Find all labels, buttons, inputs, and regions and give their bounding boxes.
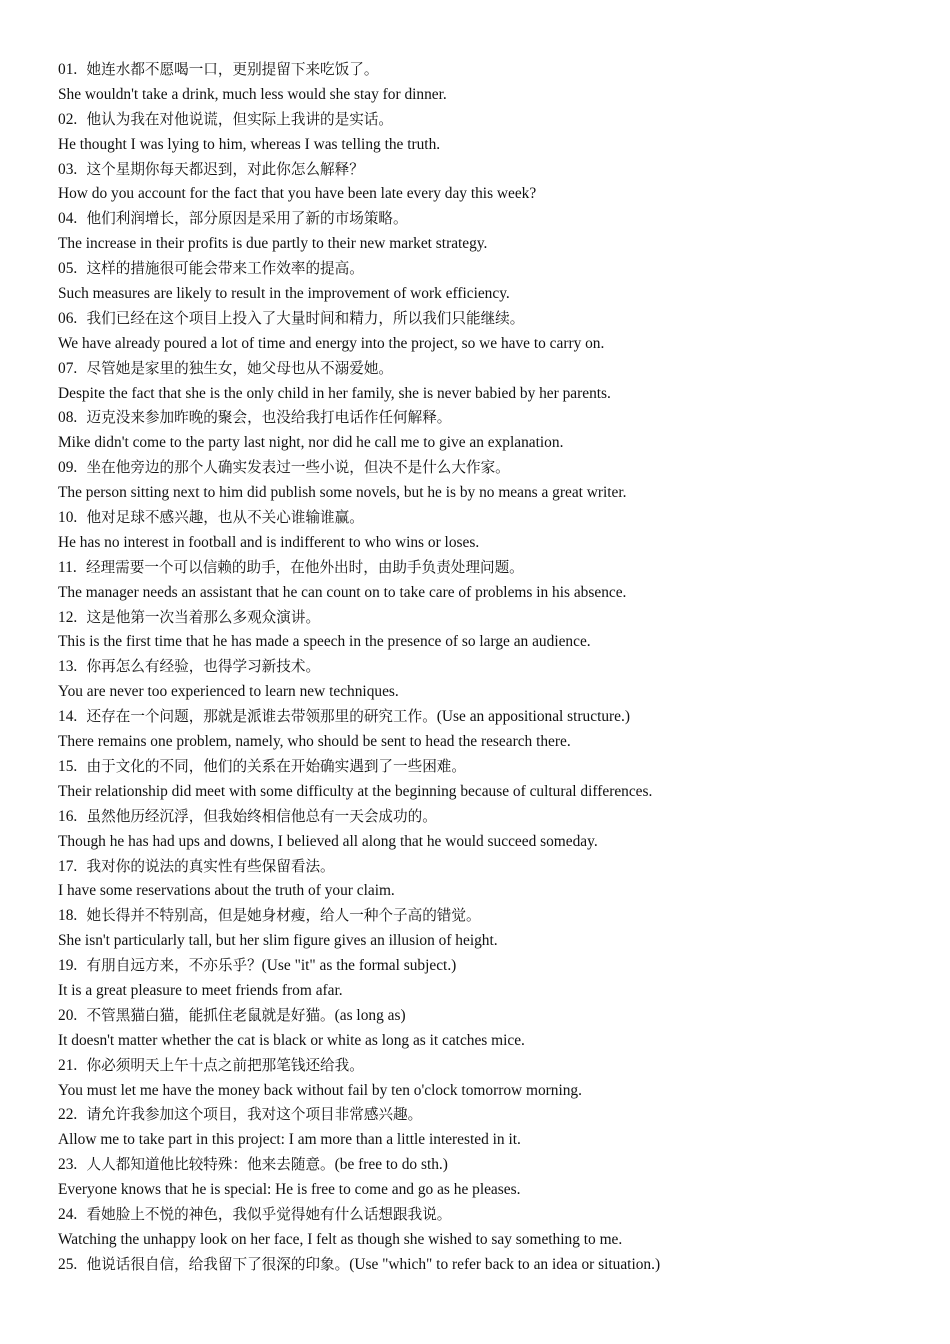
chinese-text: 他说话很自信，给我留下了很深的印象。 [86, 1255, 350, 1273]
item-number: 06. [58, 309, 78, 327]
item-number: 16. [58, 807, 78, 825]
english-translation: We have already poured a lot of time and energy into the project, so we have to carry on. [58, 334, 605, 352]
english-translation: The person sitting next to him did publish some novels, but he is by no means a great writer. [58, 484, 627, 502]
chinese-text: 她长得并不特别高，但是她身材瘦，给人一种个子高的错觉。 [86, 907, 481, 925]
chinese-text: 虽然他历经沉浮，但我始终相信他总有一天会成功的。 [86, 807, 437, 825]
document-page [58, 58, 918, 1278]
english-translation: Despite the fact that she is the only child in her family, she is never babied by her parents. [58, 384, 611, 402]
english-translation: I have some reservations about the truth of your claim. [58, 882, 395, 900]
chinese-sentence [58, 1203, 918, 1228]
chinese-sentence [58, 108, 918, 133]
english-translation: Allow me to take part in this project: I am more than a little interested in it. [58, 1131, 521, 1149]
chinese-text: 这个星期你每天都迟到，对此你怎么解释？ [86, 160, 364, 178]
english-translation: It is a great pleasure to meet friends from afar. [58, 981, 343, 999]
chinese-sentence [58, 1153, 918, 1178]
english-translation: You must let me have the money back without fail by ten o'clock tomorrow morning. [58, 1081, 582, 1099]
english-translation: Everyone knows that he is special: He is free to come and go as he pleases. [58, 1181, 521, 1199]
english-translation: You are never too experienced to learn new techniques. [58, 683, 399, 701]
chinese-text: 经理需要一个可以信赖的助手，在他外出时，由助手负责处理问题。 [85, 558, 524, 576]
chinese-sentence [58, 158, 918, 183]
chinese-text: 有朋自远方来，不亦乐乎？ [86, 957, 262, 975]
chinese-text: 这样的措施很可能会带来工作效率的提高。 [86, 260, 364, 278]
item-number: 12. [58, 608, 78, 626]
translation-hint: (be free to do sth.) [334, 1156, 448, 1174]
english-translation: She isn't particularly tall, but her slim figure gives an illusion of height. [58, 932, 498, 950]
chinese-text: 请允许我参加这个项目，我对这个项目非常感兴趣。 [86, 1106, 423, 1124]
english-translation: Such measures are likely to result in the improvement of work efficiency. [58, 285, 510, 303]
english-translation: He thought I was lying to him, whereas I was telling the truth. [58, 135, 441, 153]
chinese-sentence [58, 357, 918, 382]
item-number: 07. [58, 359, 78, 377]
item-number: 25. [58, 1255, 78, 1273]
item-number: 18. [58, 907, 78, 925]
chinese-text: 迈克没来参加昨晚的聚会，也没给我打电话作任何解释。 [86, 409, 452, 427]
english-translation: He has no interest in football and is indifferent to who wins or loses. [58, 533, 480, 551]
item-number: 02. [58, 110, 78, 128]
chinese-sentence [58, 257, 918, 282]
item-number: 09. [58, 459, 78, 477]
chinese-text: 你必须明天上午十点之前把那笔钱还给我。 [86, 1056, 364, 1074]
chinese-sentence [58, 1103, 918, 1128]
chinese-text: 他认为我在对他说谎，但实际上我讲的是实话。 [86, 110, 394, 128]
chinese-sentence [58, 954, 918, 979]
item-number: 19. [58, 957, 78, 975]
chinese-sentence [58, 655, 918, 680]
chinese-sentence [58, 1253, 918, 1278]
item-number: 14. [58, 708, 78, 726]
item-number: 24. [58, 1205, 78, 1223]
item-number: 15. [58, 757, 78, 775]
chinese-sentence [58, 755, 918, 780]
chinese-sentence [58, 556, 918, 581]
chinese-sentence [58, 406, 918, 431]
chinese-text: 坐在他旁边的那个人确实发表过一些小说，但决不是什么大作家。 [86, 459, 510, 477]
english-translation: Their relationship did meet with some difficulty at the beginning because of cultural differences. [58, 782, 653, 800]
chinese-sentence [58, 1004, 918, 1029]
chinese-sentence [58, 606, 918, 631]
item-number: 05. [58, 260, 78, 278]
translation-hint: (Use an appositional structure.) [436, 708, 630, 726]
item-number: 20. [58, 1006, 78, 1024]
chinese-text: 由于文化的不同，他们的关系在开始确实遇到了一些困难。 [86, 757, 466, 775]
chinese-sentence [58, 58, 918, 83]
item-number: 21. [58, 1056, 78, 1074]
chinese-sentence [58, 207, 918, 232]
chinese-text: 你再怎么有经验，也得学习新技术。 [86, 658, 321, 676]
chinese-text: 她连水都不愿喝一口，更别提留下来吃饭了。 [86, 61, 379, 78]
english-translation: Mike didn't come to the party last night, nor did he call me to give an explanation. [58, 434, 564, 452]
english-translation: The manager needs an assistant that he can count on to take care of problems in his absence. [58, 583, 627, 601]
item-number: 04. [58, 210, 78, 228]
chinese-sentence [58, 705, 918, 730]
chinese-sentence [58, 307, 918, 332]
english-translation: It doesn't matter whether the cat is black or white as long as it catches mice. [58, 1031, 525, 1049]
english-translation: Though he has had ups and downs, I believed all along that he would succeed someday. [58, 832, 598, 850]
chinese-text: 我们已经在这个项目上投入了大量时间和精力，所以我们只能继续。 [86, 309, 525, 327]
chinese-sentence [58, 904, 918, 929]
chinese-text: 他对足球不感兴趣，也从不关心谁输谁赢。 [86, 509, 364, 527]
item-number: 22. [58, 1106, 78, 1124]
chinese-text: 还存在一个问题，那就是派谁去带领那里的研究工作。 [86, 708, 437, 726]
item-number: 11. [58, 558, 77, 576]
translation-hint: (as long as) [334, 1006, 406, 1024]
item-number: 10. [58, 509, 78, 527]
english-translation: Watching the unhappy look on her face, I felt as though she wished to say something to me. [58, 1230, 623, 1248]
chinese-text: 尽管她是家里的独生女，她父母也从不溺爱她。 [86, 359, 394, 377]
chinese-text: 人人都知道他比较特殊：他来去随意。 [86, 1156, 335, 1174]
english-translation: How do you account for the fact that you have been late every day this week? [58, 185, 537, 203]
chinese-sentence [58, 805, 918, 830]
chinese-text: 看她脸上不悦的神色，我似乎觉得她有什么话想跟我说。 [86, 1205, 452, 1223]
english-translation: She wouldn't take a drink, much less would she stay for dinner. [58, 85, 447, 103]
chinese-sentence [58, 506, 918, 531]
item-number: 17. [58, 857, 78, 875]
item-number: 08. [58, 409, 78, 427]
chinese-text: 我对你的说法的真实性有些保留看法。 [86, 857, 335, 875]
chinese-text: 不管黑猫白猫，能抓住老鼠就是好猫。 [86, 1006, 335, 1024]
chinese-text: 这是他第一次当着那么多观众演讲。 [86, 608, 321, 626]
chinese-text: 他们利润增长，部分原因是采用了新的市场策略。 [86, 210, 408, 228]
item-number: 23. [58, 1156, 78, 1174]
translation-hint: (Use "it" as the formal subject.) [261, 957, 457, 975]
item-number: 03. [58, 160, 78, 178]
chinese-sentence [58, 456, 918, 481]
english-translation: The increase in their profits is due partly to their new market strategy. [58, 235, 488, 253]
chinese-sentence [58, 1054, 918, 1079]
translation-hint: (Use "which" to refer back to an idea or situation.) [349, 1255, 661, 1273]
english-translation: There remains one problem, namely, who should be sent to head the research there. [58, 733, 571, 751]
item-number: 13. [58, 658, 78, 676]
chinese-sentence [58, 855, 918, 880]
english-translation: This is the first time that he has made a speech in the presence of so large an audience. [58, 633, 591, 651]
item-number: 01. [58, 61, 78, 78]
